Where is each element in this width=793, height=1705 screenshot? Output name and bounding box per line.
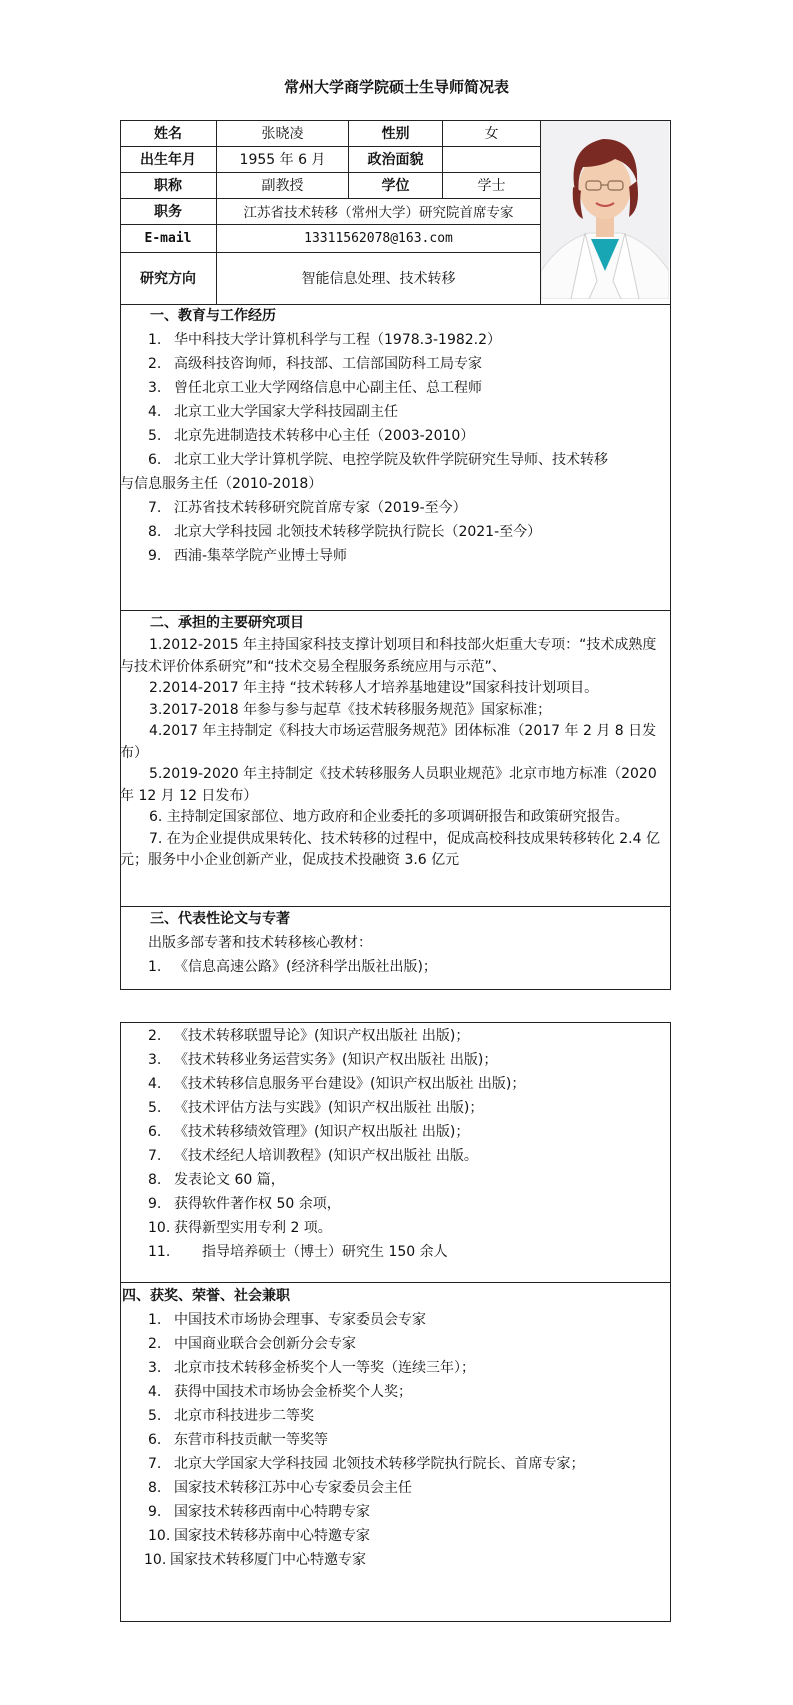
list-item: 3. 《技术转移业务运营实务》(知识产权出版社 出版)； (148, 1052, 498, 1068)
list-item: 7. 北京大学国家大学科技园 北领技术转移学院执行院长、首席专家； (148, 1456, 585, 1472)
list-item: 3. 曾任北京工业大学网络信息中心副主任、总工程师 (148, 380, 482, 396)
list-item: 6. 《技术转移绩效管理》(知识产权出版社 出版)； (148, 1124, 470, 1140)
section-projects (120, 611, 671, 872)
list-item: 10. 国家技术转移苏南中心特邀专家 (148, 1528, 370, 1544)
research-value: 智能信息处理、技术转移 (301, 271, 456, 287)
section-title: 四、获奖、荣誉、社会兼职 (122, 1288, 290, 1304)
section-publications-continued (120, 1024, 671, 1264)
rank-label: 职称 (154, 178, 182, 194)
section-education (120, 304, 671, 568)
list-item: 5. 北京市科技进步二等奖 (148, 1408, 314, 1424)
list-item: 9. 西浦-集萃学院产业博士导师 (148, 548, 348, 564)
section-title: 一、教育与工作经历 (150, 308, 276, 324)
list-item: 2. 中国商业联合会创新分会专家 (148, 1336, 356, 1352)
section-title: 三、代表性论文与专著 (150, 911, 290, 927)
list-item: 8. 国家技术转移江苏中心专家委员会主任 (148, 1480, 412, 1496)
gender-label: 性别 (381, 126, 410, 142)
list-item: 6. 东营市科技贡献一等奖等 (148, 1432, 328, 1448)
list-item: 4. 获得中国技术市场协会金桥奖个人奖； (148, 1384, 412, 1400)
name-value: 张晓凌 (261, 126, 304, 142)
political-label: 政治面貌 (367, 152, 424, 168)
list-item: 9. 国家技术转移西南中心特聘专家 (148, 1504, 370, 1520)
list-item: 3. 北京市技术转移金桥奖个人一等奖（连续三年）； (148, 1360, 475, 1376)
list-item: 8. 北京大学科技园 北领技术转移学院执行院长（2021-至今） (148, 524, 542, 540)
page-title: 常州大学商学院硕士生导师简况表 (283, 78, 509, 96)
gender-value: 女 (484, 126, 499, 142)
list-item: 10. 获得新型实用专利 2 项。 (148, 1220, 332, 1236)
paragraph: 6. 主持制定国家部位、地方政府和企业委托的多项调研报告和政策研究报告。 (149, 809, 629, 825)
paragraph: 1.2012-2015 年主持国家科技支撑计划项目和科技部火炬重大专项：“技术成熟度与技术评价体系研究”和“技术交易全程服务系统应用与示范”、 (120, 637, 657, 675)
email-label: E-mail (144, 230, 192, 246)
list-item: 2. 《技术转移联盟导论》(知识产权出版社 出版)； (148, 1028, 470, 1044)
paragraph: 3.2017-2018 年参与参与起草《技术转移服务规范》国家标准； (149, 701, 552, 718)
profile-photo (541, 121, 669, 299)
list-item-continuation: 与信息服务主任（2010-2018） (120, 476, 323, 492)
political-value (443, 146, 540, 172)
rank-value: 副教授 (261, 178, 304, 194)
email-value: 13311562078@163.com (304, 230, 453, 246)
list-item: 7. 《技术经纪人培训教程》(知识产权出版社 出版。 (148, 1148, 478, 1164)
section-title: 二、承担的主要研究项目 (150, 615, 304, 631)
position-label: 职务 (154, 204, 182, 220)
paragraph: 4.2017 年主持制定《科技大市场运营服务规范》团体标准（2017 年 2 月 8 日发布） (120, 723, 657, 761)
section-intro: 出版多部专著和技术转移核心教材： (148, 935, 372, 951)
list-item: 9. 获得软件著作权 50 余项， (148, 1196, 341, 1212)
birth-value: 1955 年 6 月 (239, 152, 326, 168)
list-item: 11. 指导培养硕士（博士）研究生 150 余人 (148, 1244, 448, 1260)
list-item: 4. 《技术转移信息服务平台建设》(知识产权出版社 出版)； (148, 1076, 526, 1092)
list-item: 7. 江苏省技术转移研究院首席专家（2019-至今） (148, 500, 467, 516)
section-awards (120, 1284, 671, 1572)
paragraph: 7. 在为企业提供成果转化、技术转移的过程中，促成高校科技成果转移转化 2.4 亿元；服务中小企业创新产业，促成技术投融资 3.6 亿元 (120, 830, 660, 868)
section-publications (120, 907, 671, 979)
research-label: 研究方向 (140, 271, 196, 287)
degree-label: 学位 (381, 178, 410, 194)
list-item: 4. 北京工业大学国家大学科技园副主任 (148, 404, 398, 420)
list-item: 5. 北京先进制造技术转移中心主任（2003-2010） (148, 428, 475, 444)
name-label: 姓名 (154, 126, 182, 142)
birth-label: 出生年月 (140, 152, 196, 168)
paragraph: 5.2019-2020 年主持制定《技术转移服务人员职业规范》北京市地方标准（2020 年 12 月 12 日发布） (120, 766, 657, 804)
list-item: 10. 国家技术转移厦门中心特邀专家 (144, 1552, 366, 1568)
position-value: 江苏省技术转移（常州大学）研究院首席专家 (243, 205, 514, 221)
degree-value: 学士 (477, 178, 506, 194)
list-item: 1. 华中科技大学计算机科学与工程（1978.3-1982.2） (148, 332, 502, 348)
list-item: 6. 北京工业大学计算机学院、电控学院及软件学院研究生导师、技术转移 (148, 452, 608, 468)
paragraph: 2.2014-2017 年主持 “技术转移人才培养基地建设”国家科技计划项目。 (149, 680, 599, 696)
list-item: 8. 发表论文 60 篇， (148, 1172, 285, 1188)
list-item: 1. 《信息高速公路》(经济科学出版社出版)； (148, 959, 437, 975)
list-item: 2. 高级科技咨询师，科技部、工信部国防科工局专家 (148, 356, 482, 372)
list-item: 1. 中国技术市场协会理事、专家委员会专家 (148, 1312, 426, 1328)
list-item: 5. 《技术评估方法与实践》(知识产权出版社 出版)； (148, 1100, 484, 1116)
